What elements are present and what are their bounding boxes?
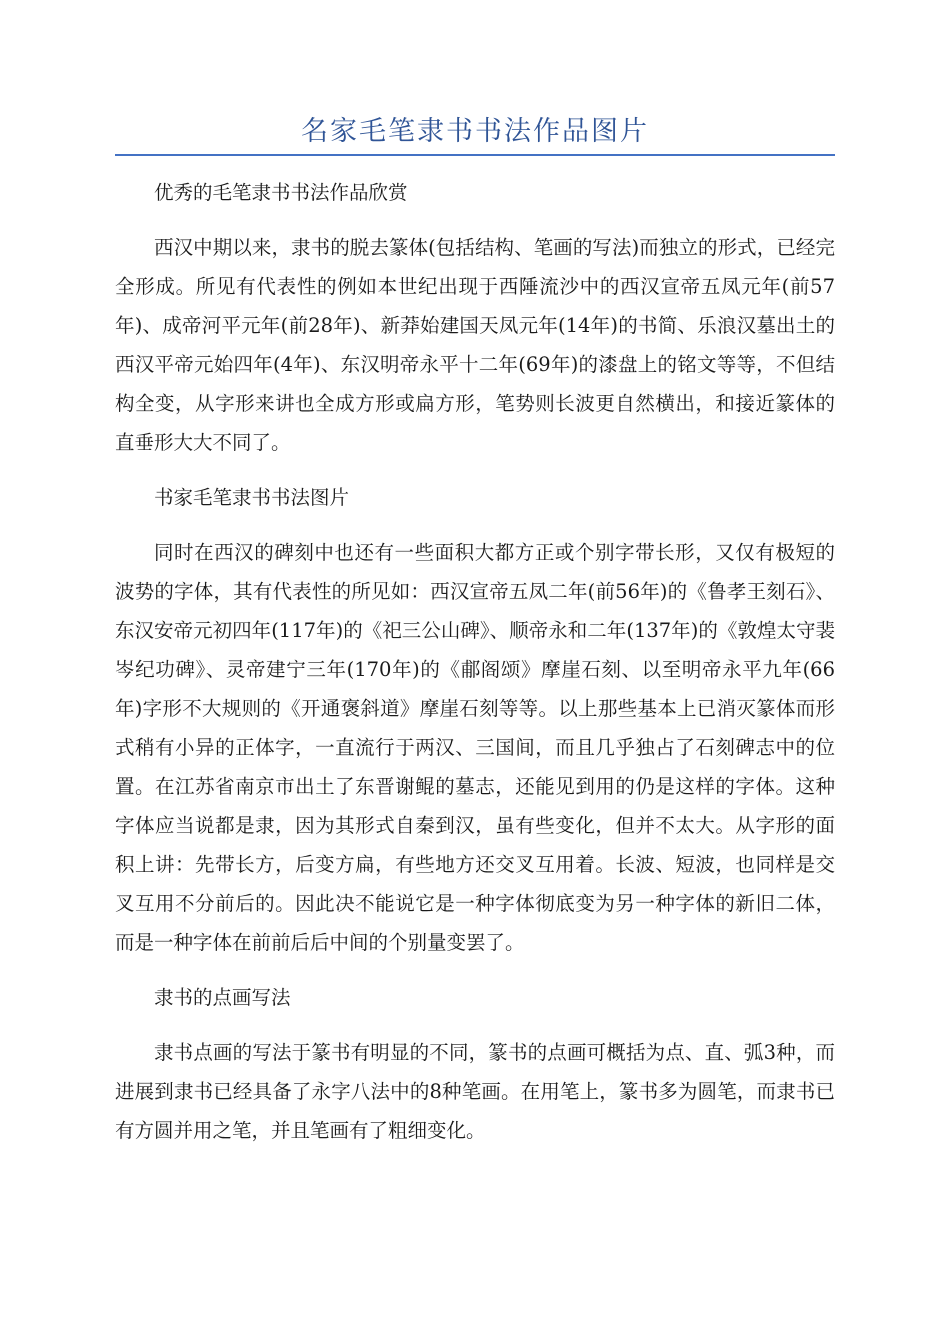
section-paragraph-1: 西汉中期以来，隶书的脱去篆体(包括结构、笔画的写法)而独立的形式，已经完全形成。所见有代表性的例如本世纪出现于西陲流沙中的西汉宣帝五凤元年(前57年)、成帝河平元年(前28年)、新莽始建国天凤元年(14年)的书简、乐浪汉墓出土的西汉平帝元始四年(4年)、东汉明帝永平十二年(69年)的漆盘上的铭文等等，不但结构全变，从字形来讲也全成方形或扁方形，笔势则长波更自然横出，和接近篆体的直垂形大大不同了。	[115, 236, 835, 454]
section-heading-3: 隶书的点画写法	[154, 986, 291, 1009]
section-paragraph-3: 隶书点画的写法于篆书有明显的不同，篆书的点画可概括为点、直、弧3种，而进展到隶书已经具备了永字八法中的8种笔画。在用笔上，篆书多为圆笔，而隶书已有方圆并用之笔，并且笔画有了粗细变化。	[115, 1041, 835, 1142]
document-title: 名家毛笔隶书书法作品图片	[301, 116, 649, 147]
document-body	[115, 173, 835, 1166]
section-heading-1: 优秀的毛笔隶书书法作品欣赏	[154, 181, 408, 204]
title-underline	[115, 154, 835, 156]
section-paragraph-2: 同时在西汉的碑刻中也还有一些面积大都方正或个别字带长形，又仅有极短的波势的字体，其有代表性的所见如：西汉宣帝五凤二年(前56年)的《鲁孝王刻石》、东汉安帝元初四年(117年)的《祀三公山碑》、顺帝永和二年(137年)的《敦煌太守裴岑纪功碑》、灵帝建宁三年(170年)的《郙阁颂》摩崖石刻、以至明帝永平九年(66年)字形不大规则的《开通褒斜道》摩崖石刻等等。以上那些基本上已消灭篆体而形式稍有小异的正体字，一直流行于两汉、三国间，而且几乎独占了石刻碑志中的位置。在江苏省南京市出土了东晋谢鲲的墓志，还能见到用的仍是这样的字体。这种字体应当说都是隶，因为其形式自秦到汉，虽有些变化，但并不太大。从字形的面积上讲：先带长方，后变方扁，有些地方还交叉互用着。长波、短波，也同样是交叉互用不分前后的。因此决不能说它是一种字体彻底变为另一种字体的新旧二体，而是一种字体在前前后后中间的个别量变罢了。	[115, 541, 835, 954]
section-heading-2: 书家毛笔隶书书法图片	[154, 486, 350, 509]
